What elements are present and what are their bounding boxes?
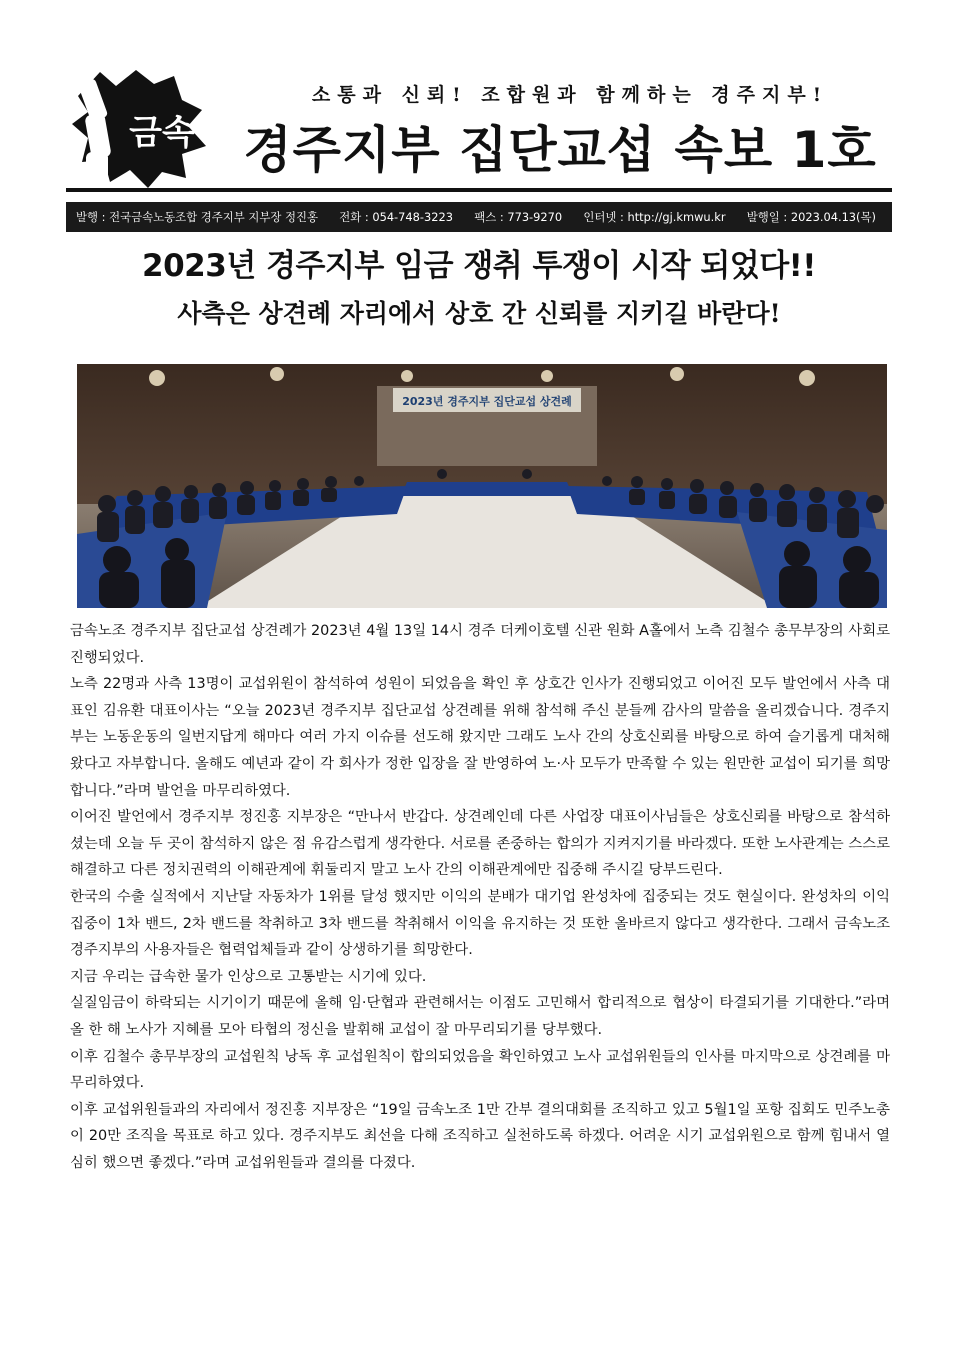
- phone-info: 전화 : 054-748-3223: [339, 210, 454, 224]
- masthead-title: 경주지부 집단교섭 속보 1호: [243, 121, 877, 179]
- article-paragraph: 지금 우리는 급속한 물가 인상으로 고통받는 시기에 있다.: [70, 968, 427, 985]
- slogan: 소통과 신뢰! 조합원과 함께하는 경주지부!: [311, 84, 829, 106]
- date-info: 발행일 : 2023.04.13(목): [746, 210, 876, 224]
- article-body: [70, 618, 890, 1176]
- article-paragraph: 이후 김철수 총무부장의 교섭원칙 낭독 후 교섭원칙이 합의되었음을 확인하였고 노사 교섭위원들의 인사를 마지막으로 상견례를 마무리하였다.: [70, 1048, 890, 1092]
- article-paragraph: 금속노조 경주지부 집단교섭 상견례가 2023년 4월 13일 14시 경주 더케이호텔 신관 원화 A홀에서 노측 김철수 총무부장의 사회로 진행되었다.: [70, 623, 890, 666]
- logo-text: 금속: [129, 113, 195, 153]
- article-paragraph: 이후 교섭위원들과의 자리에서 정진홍 지부장은 “19일 금속노조 1만 간부 결의대회를 조직하고 있고 5월1일 포항 집회도 민주노총이 20만 조직을 목표로 하고 있다. 경주지부도 최선을 다해 조직하고 실천하도록 하겠다. 어려운 시기 교섭위원으로 함께 힘내서 열심히 했으면 좋겠다.”라며 교섭위원들과 결의를 다졌다.: [70, 1101, 890, 1171]
- publisher-info: 발행 : 전국금속노동조합 경주지부 지부장 정진홍: [76, 210, 319, 224]
- publication-info-bar: [66, 202, 892, 232]
- fax-info: 팩스 : 773-9270: [474, 210, 563, 224]
- headline: 2023년 경주지부 임금 쟁취 투쟁이 시작 되었다!!: [142, 248, 816, 284]
- article-paragraph: 실질임금이 하락되는 시기이기 때문에 올해 임·단협과 관련해서는 이점도 고민해서 합리적으로 협상이 타결되기를 기대한다.”라며 올 한 해 노사가 지혜를 모아 타협의 정신을 발휘해 교섭이 잘 마무리되기를 당부했다.: [70, 995, 890, 1038]
- meeting-photo: [77, 364, 887, 608]
- internet-info[interactable]: 인터넷 : http://gj.kmwu.kr: [583, 210, 726, 224]
- subheadline: 사측은 상견례 자리에서 상호 간 신뢰를 지키길 바란다!: [177, 299, 781, 328]
- union-logo: [70, 66, 210, 190]
- article-paragraph: 이어진 발언에서 경주지부 정진홍 지부장은 “만나서 반갑다. 상견례인데 다른 사업장 대표이사님들은 상호신뢰를 바탕으로 참석하셨는데 오늘 두 곳이 참석하지 않은 점 유감스럽게 생각한다. 서로를 존중하는 합의가 지켜지기를 바라겠다. 또한 노사관계는 스스로 해결하고 다른 정치권력의 이해관계에 휘둘리지 말고 노사 간의 이해관계에만 집중해 주시길 당부드린다.: [70, 809, 890, 879]
- article-paragraph: 한국의 수출 실적에서 지난달 자동차가 1위를 달성 했지만 이익의 분배가 대기업 완성차에 집중되는 것도 현실이다. 완성차의 이익 집중이 1차 밴드, 2차 밴드를 착취하고 3차 밴드를 착취해서 이익을 유지하는 것 또한 올바르지 않다고 생각한다. 그래서 금속노조 경주지부의 사용자들은 협력업체들과 같이 상생하기를 희망한다.: [70, 888, 890, 959]
- photo-banner-text: 2023년 경주지부 집단교섭 상견례: [402, 395, 572, 408]
- masthead-rule: [66, 188, 892, 192]
- article-paragraph: 노측 22명과 사측 13명이 교섭위원이 참석하여 성원이 되었음을 확인 후 상호간 인사가 진행되었고 이어진 모두 발언에서 사측 대표인 김유환 대표이사는 “오늘 2023년 경주지부 집단교섭 상견례를 위해 참석해 주신 분들께 감사의 말씀을 올리겠습니다. 경주지부는 노동운동의 일번지답게 해마다 여러 가지 이슈를 선도해 왔지만 그래도 노사 간의 상호신뢰를 바탕으로 하여 슬기롭게 대처해 왔다고 자부합니다. 올해도 예년과 같이 각 회사가 정한 입장을 잘 반영하여 노·사 모두가 만족할 수 있는 원만한 교섭이 되기를 희망합니다.”라며 발언을 마무리하였다.: [70, 676, 890, 799]
